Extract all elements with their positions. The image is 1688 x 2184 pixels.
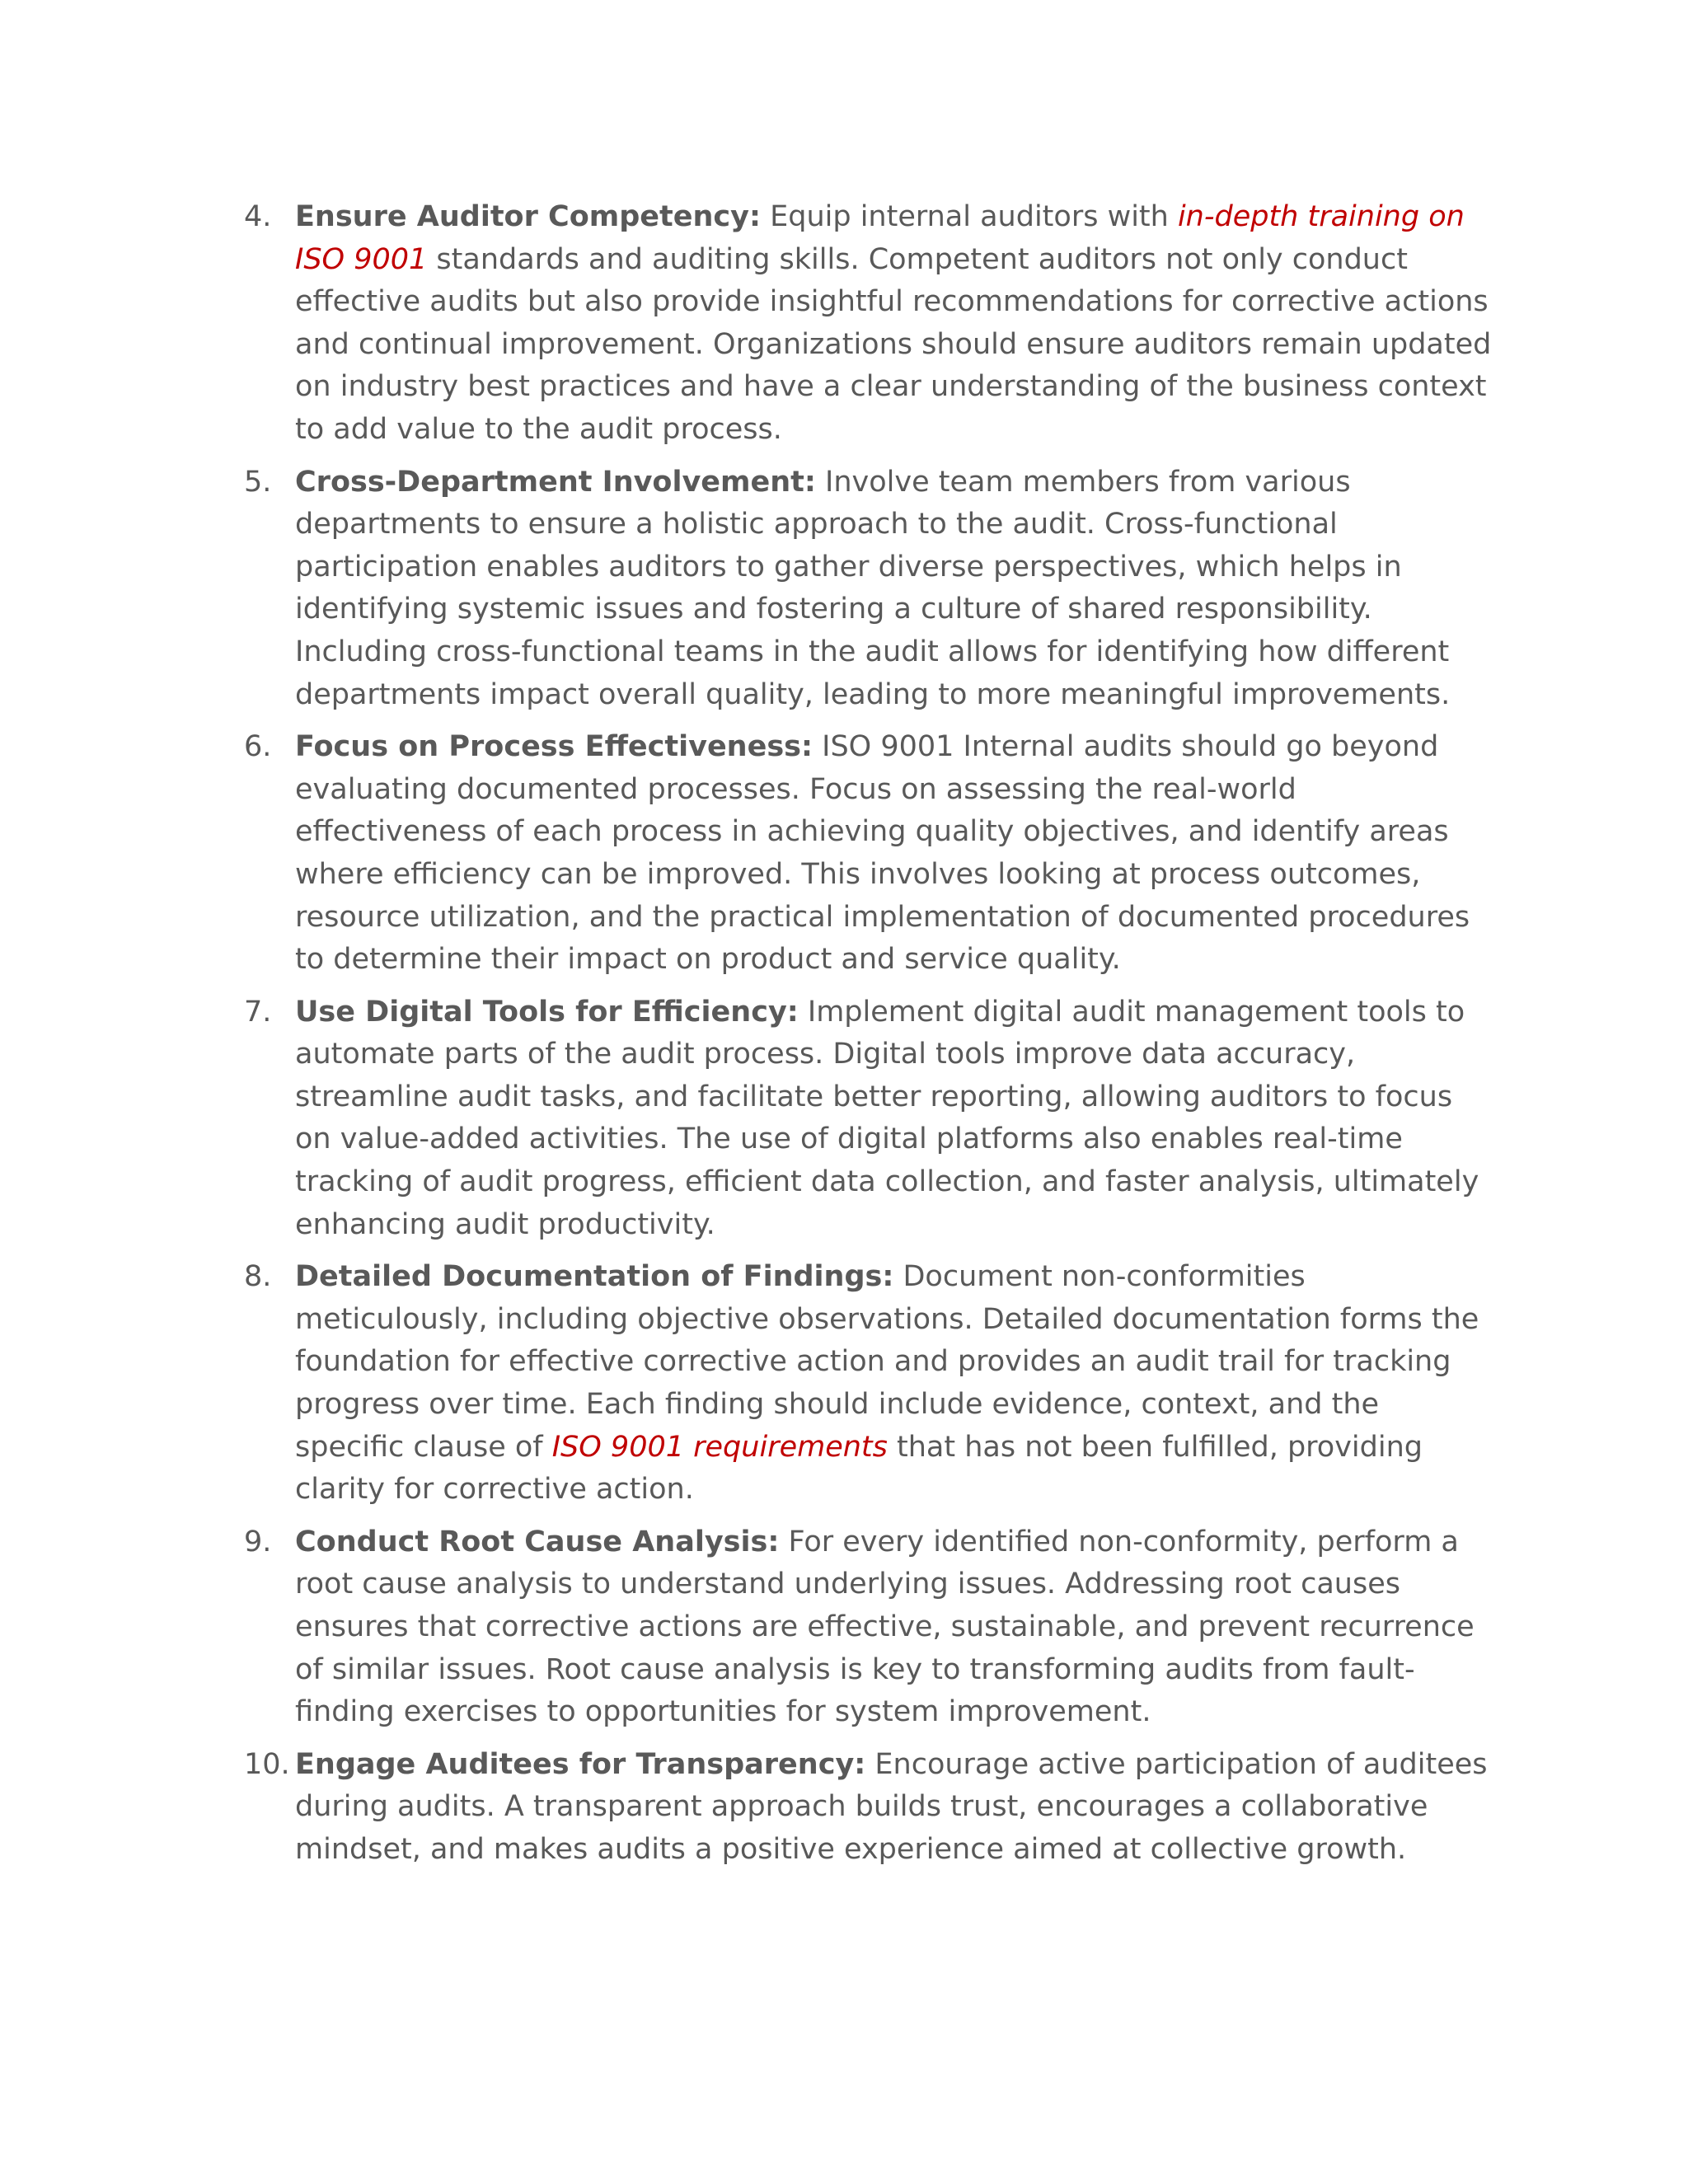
list-number: 10. xyxy=(244,1747,290,1781)
list-item-8 xyxy=(244,1256,1497,1511)
item-title: Ensure Auditor Competency: xyxy=(295,200,761,233)
list-number: 6. xyxy=(244,730,272,764)
item-title: Engage Auditees for Transparency: xyxy=(295,1747,866,1781)
item-title: Use Digital Tools for Efficiency: xyxy=(295,995,799,1029)
numbered-list xyxy=(244,196,1497,1882)
list-number: 7. xyxy=(244,995,272,1029)
item-text: Involve team members from various departments to ensure a holistic approach to the audit. Cross-functional participation enables auditors to gather diverse perspectives, which helps in identifying systemic issues and fostering a culture of shared responsibility. Including cross-functional teams in the audit allows for identifying how different departments impact overall quality, leading to more meaningful improvements. xyxy=(295,465,1451,711)
item-title: Detailed Documentation of Findings: xyxy=(295,1260,894,1294)
item-title: Focus on Process Effectiveness: xyxy=(295,730,814,764)
item-text: Equip internal auditors with xyxy=(760,200,1178,233)
item-text: Document non-conformities meticulously, including objective observations. Detailed documentation forms the foundation for effective corrective action and provides an audit trail for tracking progress over time. Each finding should include evidence, context, and the specific clause of xyxy=(295,1260,1479,1464)
item-text: Implement digital audit management tools to automate parts of the audit process. Digital tools improve data accuracy, streamline audit tasks, and facilitate better reporting, allowing auditors to focus on value-added activities. The use of digital platforms also enables real-time tracking of audit progress, efficient data collection, and faster analysis, ultimately enhancing audit productivity. xyxy=(295,995,1479,1241)
list-item-7 xyxy=(244,991,1497,1247)
item-text: standards and auditing skills. Competent auditors not only conduct effective audits but also provide insightful recommendations for corrective actions and continual improvement. Organizations should ensure auditors remain updated on industry best practices and have a clear understanding of the business context to add value to the audit process. xyxy=(295,242,1492,446)
list-number: 8. xyxy=(244,1260,272,1294)
item-text: that has not been fulfilled, providing clarity for corrective action. xyxy=(295,1430,1423,1507)
list-item-4 xyxy=(244,196,1497,452)
list-item-9 xyxy=(244,1521,1497,1734)
item-text: For every identified non-conformity, perform a root cause analysis to understand underlying issues. Addressing root causes ensures that corrective actions are effective, sustainable, and prevent recurrence of similar issues. Root cause analysis is key to transforming audits from fault-finding exercises to opportunities for system improvement. xyxy=(295,1525,1475,1729)
item-text: Encourage active participation of auditees during audits. A transparent approach builds trust, encourages a collaborative mindset, and makes audits a positive experience aimed at collective growth. xyxy=(295,1747,1488,1866)
list-number: 5. xyxy=(244,465,272,499)
item-text: ISO 9001 Internal audits should go beyond evaluating documented processes. Focus on assessing the real-world effectiveness of each process in achieving quality objectives, and identify areas where efficiency can be improved. This involves looking at process outcomes, resource utilization, and the practical implementation of documented procedures to determine their impact on product and service quality. xyxy=(295,730,1470,977)
iso-training-link[interactable]: in-depth training on ISO 9001 xyxy=(295,200,1465,276)
list-item-6 xyxy=(244,726,1497,982)
list-item-10 xyxy=(244,1744,1497,1872)
list-number: 4. xyxy=(244,200,272,233)
list-number: 9. xyxy=(244,1525,272,1558)
item-title: Cross-Department Involvement: xyxy=(295,465,816,499)
list-item-5 xyxy=(244,462,1497,717)
iso-requirements-link[interactable]: ISO 9001 requirements xyxy=(551,1430,888,1464)
item-title: Conduct Root Cause Analysis: xyxy=(295,1525,780,1558)
